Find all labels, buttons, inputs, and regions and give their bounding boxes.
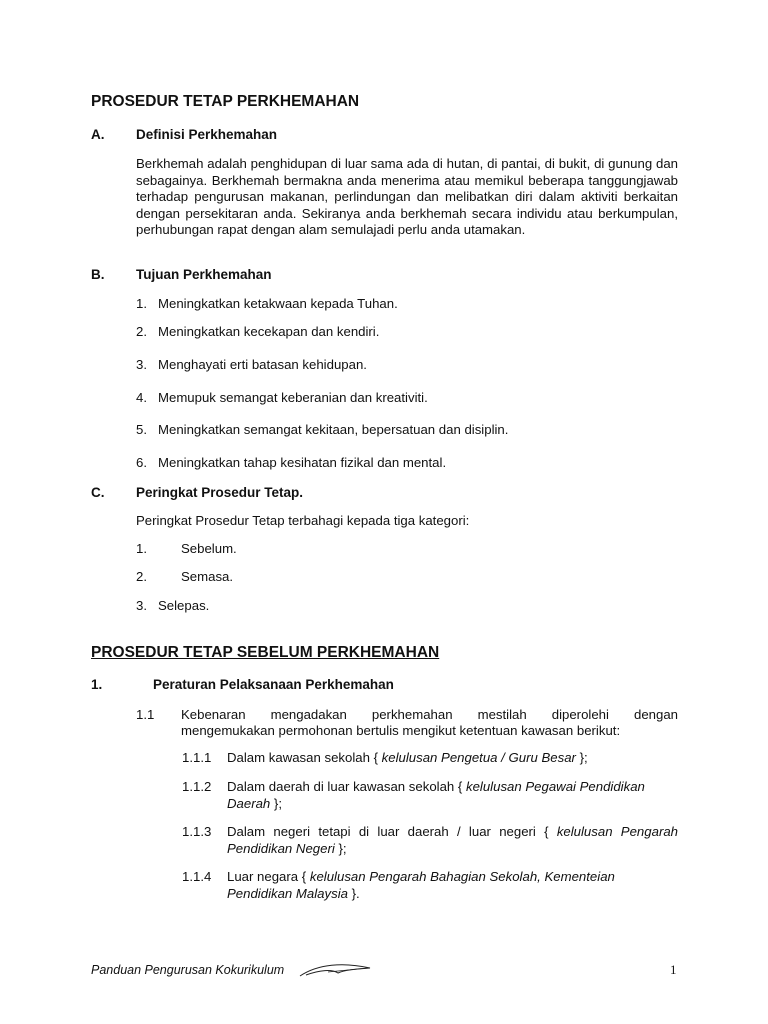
list-item-number: 5. [136,422,147,437]
section-c-title: Peringkat Prosedur Tetap. [136,485,304,500]
subitem-number: 1.1.1 [182,750,212,765]
subitem-number: 1.1.2 [182,779,212,794]
list-item-text: Menghayati erti batasan kehidupan. [158,357,367,372]
section-c-letter: C. [91,485,105,500]
page-number: 1 [670,962,677,977]
subitem-number: 1.1.4 [182,869,212,884]
list-item-number: 6. [136,455,147,470]
footer-text: Panduan Pengurusan Kokurikulum [91,963,285,977]
list-item-number: 1. [136,296,147,311]
subitem-text: Dalam daerah di luar kawasan sekolah { kelulusan Pegawai Pendidikan Daerah }; [227,779,645,811]
subitem-text: Dalam negeri tetapi di luar daerah / luar negeri { kelulusan Pengarah Pendidikan Negeri }; [227,824,678,856]
list-item-text: Semasa. [181,569,234,584]
section-b-title: Tujuan Perkhemahan [136,267,272,282]
section-a-title: Definisi Perkhemahan [136,127,278,142]
list-item-text: Memupuk semangat keberanian dan kreativiti. [158,390,428,405]
footer-swoosh-icon [298,960,374,980]
section-b-letter: B. [91,267,105,282]
subsection-line-2: mengemukakan permohonan bertulis mengikut ketentuan kawasan berikut: [181,723,621,738]
subsection-line-1: Kebenaran mengadakan perkhemahan mestilah diperolehi dengan [181,707,678,722]
list-item-number: 3. [136,598,147,613]
list-item-number: 4. [136,390,147,405]
subitem-number: 1.1.3 [182,824,212,839]
list-item-number: 1. [136,541,147,556]
subitem-text: Luar negara { kelulusan Pengarah Bahagian Sekolah, Kementeian Pendidikan Malaysia }. [227,869,615,901]
list-item-number: 2. [136,324,147,339]
subitem-text: Dalam kawasan sekolah { kelulusan Pengetua / Guru Besar }; [227,750,588,765]
section-1-number: 1. [91,677,103,692]
section-a-letter: A. [91,127,105,142]
section-1-title: Peraturan Pelaksanaan Perkhemahan [153,677,394,692]
list-item-text: Meningkatkan semangat kekitaan, bepersatuan dan disiplin. [158,422,509,437]
section-a-paragraph: Berkhemah adalah penghidupan di luar sama ada di hutan, di pantai, di bukit, di gunung dan sebagainya. Berkhemah bermakna anda menerima atau memikul beberapa tanggungjawab terhadap pengurusan makanan, perlindungan dan melibatkan diri dalam aktiviti berkaitan dengan persekitaran anda. Sekiranya anda berkhemah secara individu atau berkumpulan, perhubungan rapat dengan alam semulajadi perlu anda utamakan. [136,156,678,237]
section-title: PROSEDUR TETAP SEBELUM PERKHEMAHAN [91,644,440,661]
list-item-text: Sebelum. [181,541,237,556]
page-title: PROSEDUR TETAP PERKHEMAHAN [91,93,360,110]
list-item-text: Meningkatkan kecekapan dan kendiri. [158,324,380,339]
list-item-number: 2. [136,569,147,584]
list-item-text: Selepas. [158,598,210,613]
section-c-intro: Peringkat Prosedur Tetap terbahagi kepada tiga kategori: [136,513,470,528]
list-item-text: Meningkatkan ketakwaan kepada Tuhan. [158,296,398,311]
list-item-number: 3. [136,357,147,372]
subsection-number: 1.1 [136,707,155,722]
list-item-text: Meningkatkan tahap kesihatan fizikal dan mental. [158,455,447,470]
